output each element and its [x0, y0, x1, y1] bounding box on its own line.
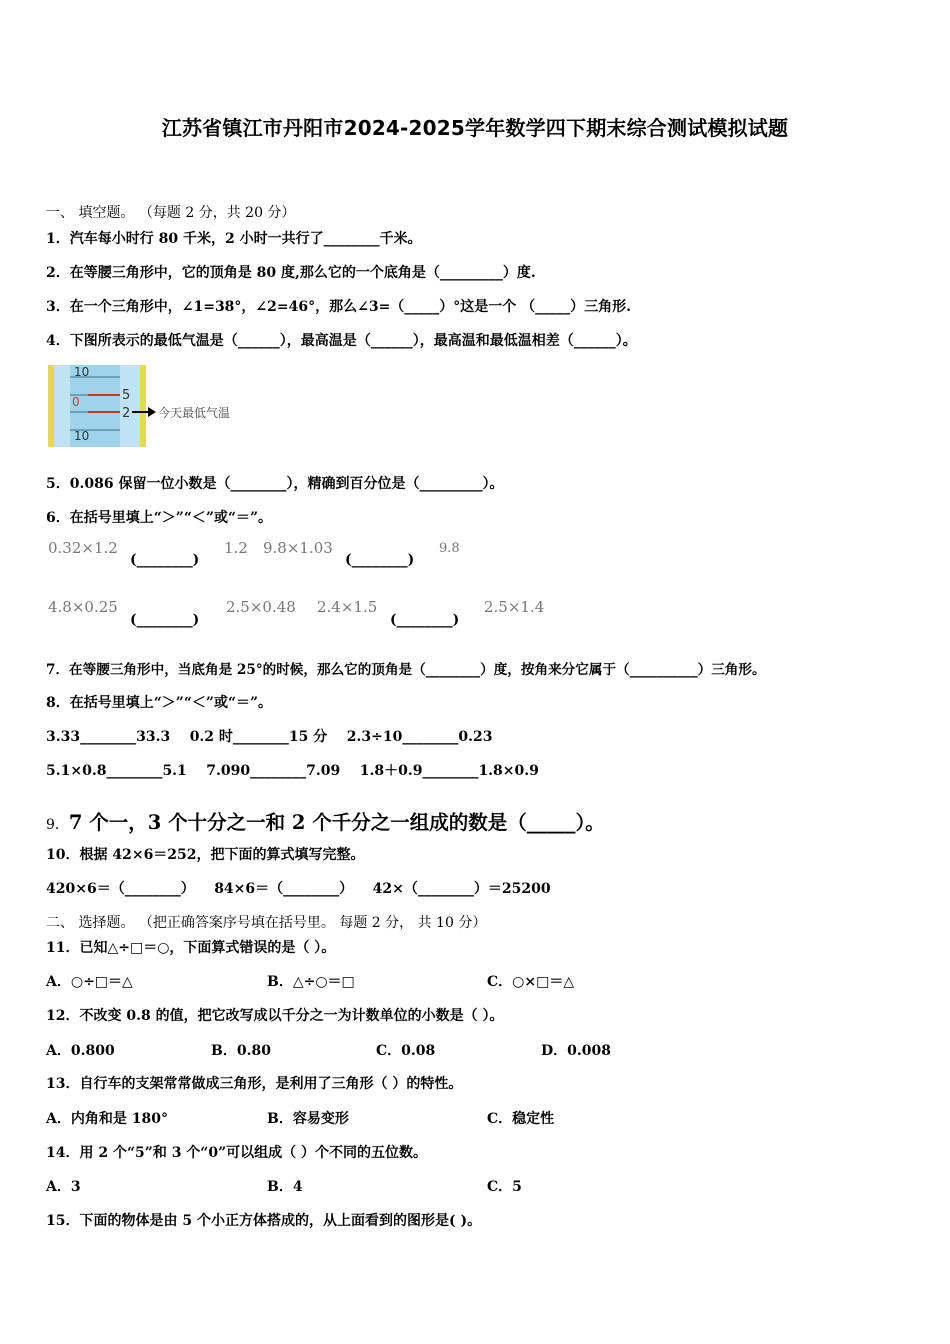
q11-option-c: C．○×□＝△	[487, 974, 575, 990]
q10-row: 420×6＝（________） 84×6＝（________） 42×（________）＝25200	[46, 881, 551, 897]
q6-a-left: 0.32×1.2	[48, 539, 118, 557]
thermo-bottom-tick: 10	[74, 429, 90, 443]
q11-option-b: B．△÷○＝□	[267, 974, 355, 990]
thermo-label-2: 2	[122, 406, 131, 421]
arrow-icon	[148, 407, 156, 417]
q6-c-left: 4.8×0.25	[48, 598, 118, 616]
question-12: 12．不改变 0.8 的值，把它改写成以千分之一为计数单位的小数是（ ）。	[46, 1008, 504, 1024]
question-4: 4．下图所表示的最低气温是（______），最高温是（______），最高温和最低温相差（______）。	[46, 333, 637, 349]
thermo-right-border	[140, 365, 146, 447]
thermo-label-5: 5	[122, 388, 131, 403]
q6-c-blank: (________)	[130, 612, 200, 628]
section-2-heading: 二、 选择题。 （把正确答案序号填在括号里。 每题 2 分， 共 10 分）	[46, 915, 487, 931]
q6-d-right: 2.5×1.4	[484, 598, 545, 616]
question-11: 11．已知△÷□＝○，下面算式错误的是（ ）。	[46, 940, 336, 956]
q11-option-a: A．○÷□＝△	[46, 974, 133, 990]
q6-a-blank: (________)	[130, 552, 200, 568]
q6-b-blank: (________)	[345, 552, 415, 568]
question-3: 3．在一个三角形中，∠1=38°，∠2=46°，那么∠3=（_____）°这是一个 （_____）三角形.	[46, 299, 632, 315]
question-7: 7．在等腰三角形中，当底角是 25°的时候，那么它的顶角是（________）度，按角来分它属于（__________）三角形。	[46, 662, 766, 678]
thermo-top-tick: 10	[74, 365, 90, 379]
question-15: 15．下面的物体是由 5 个小正方体搭成的，从上面看到的图形是( )。	[46, 1213, 482, 1229]
q12-option-a: A．0.800	[46, 1043, 115, 1059]
page-title: 江苏省镇江市丹阳市2024-2025学年数学四下期末综合测试模拟试题	[161, 116, 789, 140]
q12-option-d: D．0.008	[541, 1043, 611, 1059]
question-5: 5．0.086 保留一位小数是（________），精确到百分位是（_________）。	[46, 476, 504, 492]
question-9	[46, 807, 605, 835]
q12-option-c: C．0.08	[376, 1043, 436, 1059]
section-1-heading: 一、 填空题。 （每题 2 分，共 20 分）	[46, 205, 296, 221]
question-14: 14．用 2 个“5”和 3 个“0”可以组成（ ）个不同的五位数。	[46, 1145, 428, 1161]
q13-option-b: B．容易变形	[267, 1111, 349, 1127]
q12-option-b: B．0.80	[211, 1043, 271, 1059]
q6-c-right: 2.5×0.48	[226, 598, 296, 616]
q6-b-left: 9.8×1.03	[263, 539, 333, 557]
thermo-caption: 今天最低气温	[158, 406, 231, 420]
thermo-zero: 0	[72, 395, 80, 409]
q9-number: 9．	[46, 817, 69, 833]
q8-row-1: 3.33________33.3 0.2 时________15 分 2.3÷10________0.23	[46, 729, 493, 745]
q14-option-b: B．4	[267, 1179, 303, 1195]
q13-option-c: C．稳定性	[487, 1111, 555, 1127]
q8-row-2: 5.1×0.8________5.1 7.090________7.09 1.8＋0.9________1.8×0.9	[46, 763, 539, 779]
q14-option-c: C．5	[487, 1179, 522, 1195]
thermometer-figure	[48, 365, 238, 447]
q13-option-a: A．内角和是 180°	[46, 1111, 168, 1127]
q6-d-left: 2.4×1.5	[317, 598, 378, 616]
q6-d-blank: (________)	[390, 612, 460, 628]
question-8: 8．在括号里填上“＞”“＜”或“＝”。	[46, 695, 273, 711]
question-6: 6．在括号里填上“＞”“＜”或“＝”。	[46, 510, 273, 526]
thermo-left-border	[48, 365, 54, 447]
q14-option-a: A．3	[46, 1179, 81, 1195]
question-13: 13．自行车的支架常常做成三角形，是利用了三角形（ ）的特性。	[46, 1076, 463, 1092]
q6-a-right: 1.2	[224, 539, 248, 557]
q9-text: 7 个一，3 个十分之一和 2 个千分之一组成的数是（_____）。	[68, 811, 605, 834]
question-2: 2．在等腰三角形中，它的顶角是 80 度,那么它的一个底角是（_________）度.	[46, 265, 536, 281]
q6-b-right: 9.8	[439, 541, 460, 556]
question-1: 1．汽车每小时行 80 千米，2 小时一共行了________千米。	[46, 231, 422, 247]
question-10: 10．根据 42×6＝252，把下面的算式填写完整。	[46, 847, 365, 863]
